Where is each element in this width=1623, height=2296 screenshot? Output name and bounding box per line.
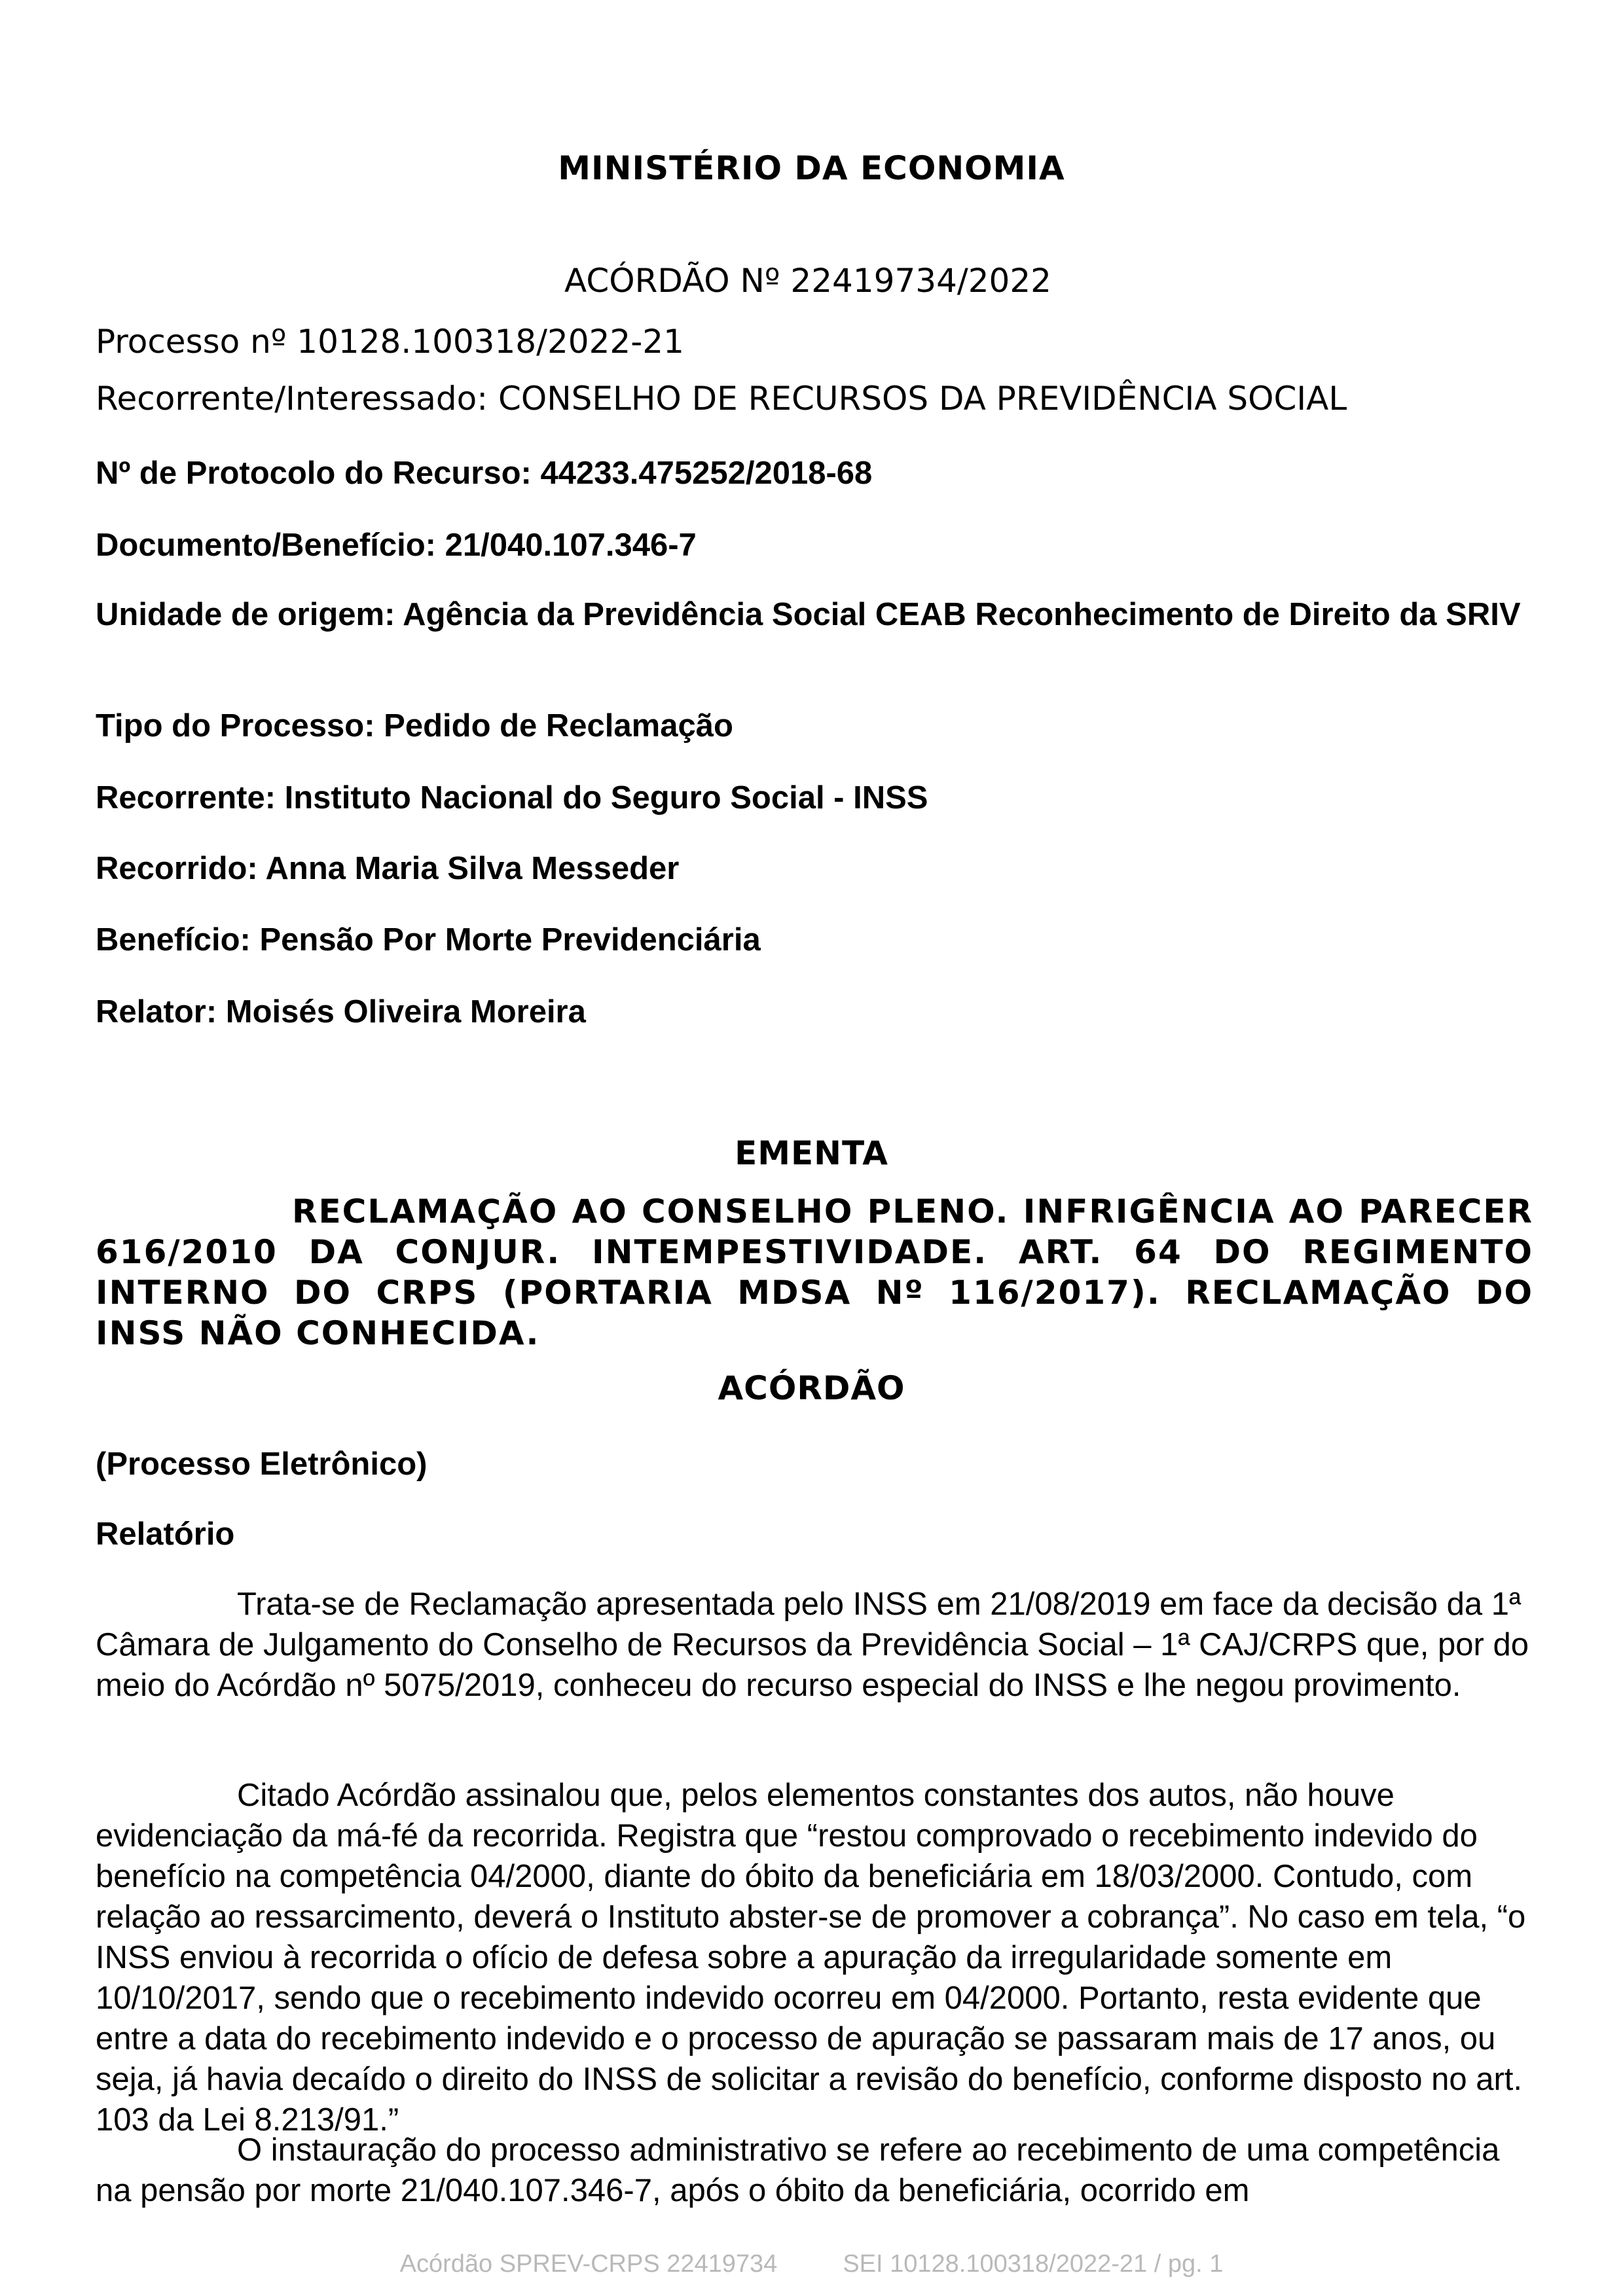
paragraph-1-text: Trata-se de Reclamação apresentada pelo INSS em 21/08/2019 em face da decisão da 1ª Câmara de Julgamento do Conselho de Recursos da Previdência Social – 1ª CAJ/CRPS que, por do meio do Acórdão nº 5075/2019, conheceu do recurso especial do INSS e lhe negou provimento. [96,1587,1529,1703]
acordao-heading: ACÓRDÃO [718,1369,905,1407]
ministry-title: MINISTÉRIO DA ECONOMIA [558,149,1065,187]
paragraph-3-text: O instauração do processo administrativo se refere ao recebimento de uma competência na pensão por morte 21/040.107.346-7, após o óbito da beneficiária, ocorrido em [96,2132,1500,2208]
ementa-heading: EMENTA [735,1134,888,1172]
beneficio-field: Benefício: Pensão Por Morte Previdenciária [96,922,761,958]
recorrente-interessado: Recorrente/Interessado: CONSELHO DE RECURSOS DA PREVIDÊNCIA SOCIAL [96,380,1347,418]
documento-field: Documento/Benefício: 21/040.107.346-7 [96,528,697,563]
unidade-field: Unidade de origem: Agência da Previdência Social CEAB Reconhecimento de Direito da SRIV [96,597,1521,632]
processo-number: Processo nº 10128.100318/2022-21 [96,323,684,361]
footer-left: Acórdão SPREV-CRPS 22419734 [399,2250,778,2278]
ementa-body: RECLAMAÇÃO AO CONSELHO PLENO. INFRIGÊNCIA AO PARECER 616/2010 DA CONJUR. INTEMPESTIVIDADE. ART. 64 DO REGIMENTO INTERNO DO CRPS (PORTARIA MDSA Nº 116/2017). RECLAMAÇÃO DO INSS NÃO CONHECIDA. [96,1193,1533,1352]
paragraph-3 [96,2130,1536,2211]
page-footer [0,2250,1623,2278]
paragraph-2 [96,1775,1536,2140]
paragraph-1 [96,1584,1536,1706]
recorrente-field: Recorrente: Instituto Nacional do Seguro Social - INSS [96,780,928,816]
processo-eletronico: (Processo Eletrônico) [96,1446,428,1482]
footer-right: SEI 10128.100318/2022-21 / pg. 1 [843,2250,1224,2278]
relatorio-heading: Relatório [96,1516,235,1552]
protocolo-field: Nº de Protocolo do Recurso: 44233.475252/2018-68 [96,456,873,491]
ementa-text [96,1191,1533,1354]
relator-field: Relator: Moisés Oliveira Moreira [96,994,586,1030]
tipo-processo-field: Tipo do Processo: Pedido de Reclamação [96,708,733,744]
acordao-number: ACÓRDÃO Nº 22419734/2022 [564,262,1051,300]
paragraph-2-text: Citado Acórdão assinalou que, pelos elementos constantes dos autos, não houve evidenciação da má-fé da recorrida. Registra que “restou comprovado o recebimento indevido do benefício na competência 04/2000, diante do óbito da beneficiária em 18/03/2000. Contudo, com relação ao ressarcimento, deverá o Instituto abster-se de promover a cobrança”. No caso em tela, “o INSS enviou à recorrida o ofício de defesa sobre a apuração da irregularidade somente em 10/10/2017, sendo que o recebimento indevido ocorreu em 04/2000. Portanto, resta evidente que entre a data do recebimento indevido e o processo de apuração se passaram mais de 17 anos, ou seja, já havia decaído o direito do INSS de solicitar a revisão do benefício, conforme disposto no art. 103 da Lei 8.213/91.” [96,1778,1526,2138]
recorrido-field: Recorrido: Anna Maria Silva Messeder [96,851,680,886]
